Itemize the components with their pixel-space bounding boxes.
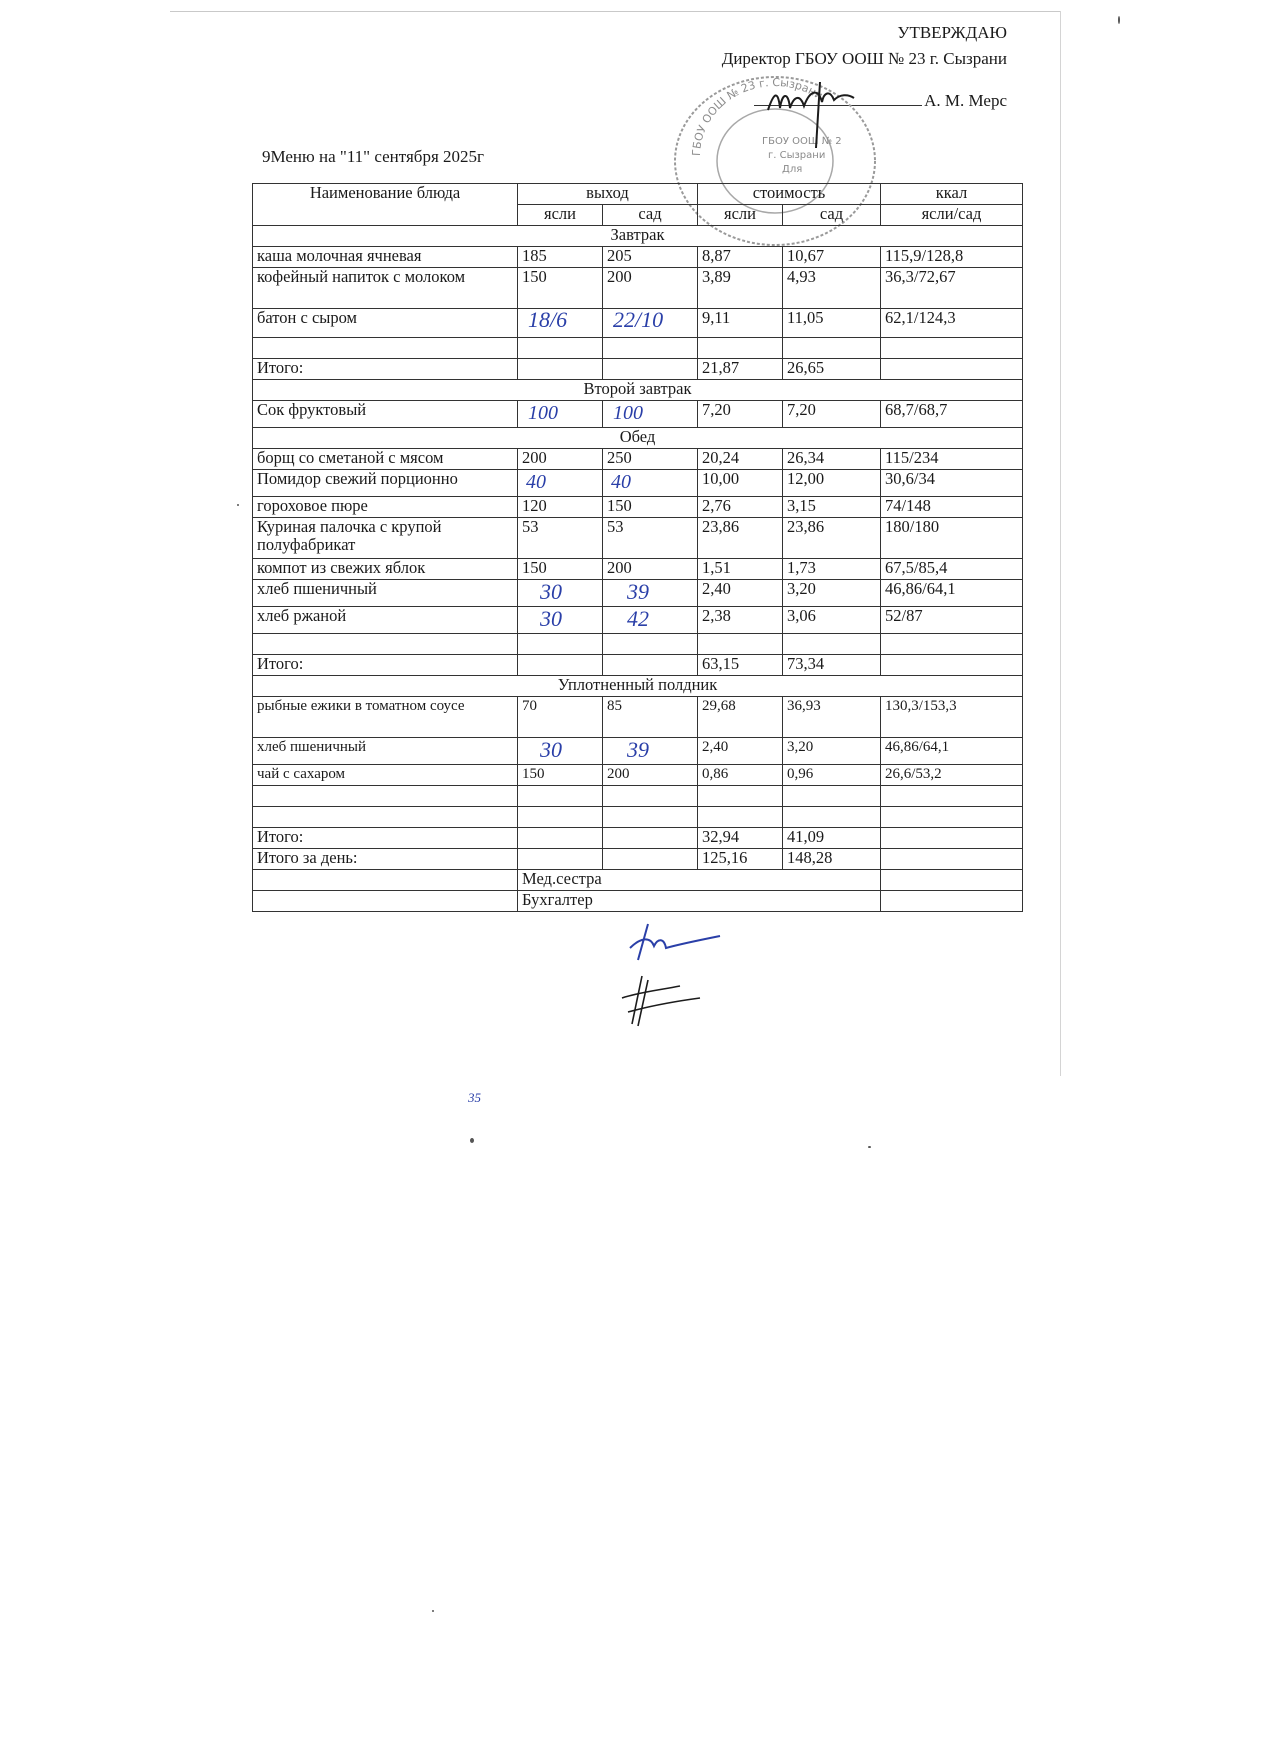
kcal: 62,1/124,3	[881, 309, 1023, 338]
kcal: 30,6/34	[881, 470, 1023, 497]
dish-name: хлеб ржаной	[253, 607, 518, 634]
output-nursery: 150	[518, 268, 603, 309]
handwritten-amount	[607, 607, 687, 629]
total-label: Итого:	[253, 828, 518, 849]
cost-kindergarten: 7,20	[783, 401, 881, 428]
output-kindergarten-handwritten	[603, 401, 698, 428]
day-total-cost-nursery: 125,16	[698, 849, 783, 870]
kcal: 46,86/64,1	[881, 580, 1023, 607]
output-kindergarten: 85	[603, 697, 698, 738]
table-row	[253, 309, 1023, 338]
output-kindergarten: 200	[603, 268, 698, 309]
dish-name: борщ со сметаной с мясом	[253, 449, 518, 470]
table-row	[253, 738, 1023, 765]
cost-nursery: 2,76	[698, 497, 783, 518]
header-output: выход	[518, 184, 698, 205]
cost-kindergarten: 3,20	[783, 738, 881, 765]
output-nursery: 53	[518, 518, 603, 559]
header-output-nursery: ясли	[518, 205, 603, 226]
output-kindergarten: 200	[603, 559, 698, 580]
table-row	[253, 401, 1023, 428]
empty-row	[253, 786, 1023, 807]
nurse-label: Мед.сестра	[518, 870, 881, 891]
empty-row	[253, 807, 1023, 828]
total-label: Итого:	[253, 655, 518, 676]
total-row	[253, 828, 1023, 849]
kcal: 67,5/85,4	[881, 559, 1023, 580]
section-breakfast: Завтрак	[253, 226, 1023, 247]
menu-title: 9Меню на "11" сентября 2025г	[262, 147, 484, 166]
scan-speck	[432, 1610, 434, 1612]
kcal: 115/234	[881, 449, 1023, 470]
output-nursery-handwritten	[518, 607, 603, 634]
kcal: 46,86/64,1	[881, 738, 1023, 765]
table-row	[253, 497, 1023, 518]
cost-nursery: 9,11	[698, 309, 783, 338]
handwritten-amount	[607, 580, 687, 602]
table-row	[253, 518, 1023, 559]
cost-kindergarten: 3,15	[783, 497, 881, 518]
cost-kindergarten: 4,93	[783, 268, 881, 309]
total-row	[253, 655, 1023, 676]
cost-nursery: 20,24	[698, 449, 783, 470]
scan-speck	[237, 504, 239, 506]
cost-kindergarten: 23,86	[783, 518, 881, 559]
page-right-edge	[1060, 11, 1061, 1076]
scan-speck	[470, 1138, 474, 1143]
day-total-label: Итого за день:	[253, 849, 518, 870]
output-nursery: 185	[518, 247, 603, 268]
cost-nursery: 8,87	[698, 247, 783, 268]
output-kindergarten-handwritten	[603, 580, 698, 607]
margin-note	[466, 1086, 490, 1108]
section-second-breakfast: Второй завтрак	[253, 380, 1023, 401]
approval-name: А. М. Мерс	[924, 91, 1007, 110]
handwritten-amount	[522, 309, 592, 333]
svg-text:22/10: 22/10	[613, 309, 664, 332]
svg-text:42: 42	[627, 607, 649, 629]
svg-text:18/6: 18/6	[528, 309, 568, 332]
table-row	[253, 697, 1023, 738]
handwritten-amount	[607, 470, 687, 492]
table-row	[253, 247, 1023, 268]
table-row	[253, 580, 1023, 607]
output-nursery: 120	[518, 497, 603, 518]
cost-kindergarten: 1,73	[783, 559, 881, 580]
output-nursery: 150	[518, 765, 603, 786]
handwritten-amount	[522, 470, 592, 492]
svg-text:Для: Для	[782, 164, 803, 175]
kcal: 52/87	[881, 607, 1023, 634]
cost-kindergarten: 0,96	[783, 765, 881, 786]
total-row	[253, 359, 1023, 380]
header-name: Наименование блюда	[253, 184, 518, 226]
cost-nursery: 2,40	[698, 738, 783, 765]
cost-kindergarten: 10,67	[783, 247, 881, 268]
kcal: 36,3/72,67	[881, 268, 1023, 309]
cost-kindergarten: 11,05	[783, 309, 881, 338]
header-cost-nursery: ясли	[698, 205, 783, 226]
section-snack: Уплотненный полдник	[253, 676, 1023, 697]
dish-name: рыбные ежики в томатном соусе	[253, 697, 518, 738]
seal-text: ГБОУ ООШ № 23 г. Сызрани	[689, 75, 826, 157]
svg-text:100: 100	[613, 402, 643, 423]
approval-title: УТВЕРЖДАЮ	[897, 23, 1007, 42]
cost-nursery: 7,20	[698, 401, 783, 428]
dish-name: Сок фруктовый	[253, 401, 518, 428]
cost-nursery: 1,51	[698, 559, 783, 580]
table-row	[253, 607, 1023, 634]
svg-text:39: 39	[627, 738, 649, 760]
output-nursery-handwritten	[518, 401, 603, 428]
scan-speck	[868, 1146, 871, 1148]
dish-name: хлеб пшеничный	[253, 580, 518, 607]
table-row	[253, 559, 1023, 580]
table-row	[253, 449, 1023, 470]
output-kindergarten: 250	[603, 449, 698, 470]
dish-name: компот из свежих яблок	[253, 559, 518, 580]
kcal: 68,7/68,7	[881, 401, 1023, 428]
total-cost-nursery: 32,94	[698, 828, 783, 849]
table-row	[253, 268, 1023, 309]
cost-nursery: 2,38	[698, 607, 783, 634]
output-nursery-handwritten	[518, 309, 603, 338]
accountant-signature	[620, 972, 720, 1032]
handwritten-amount	[522, 580, 592, 602]
nurse-row	[253, 870, 1023, 891]
menu-table	[252, 183, 1023, 912]
empty-row	[253, 634, 1023, 655]
day-total-cost-kindergarten: 148,28	[783, 849, 881, 870]
handwritten-amount	[522, 607, 592, 629]
cost-kindergarten: 3,06	[783, 607, 881, 634]
cost-nursery: 2,40	[698, 580, 783, 607]
output-kindergarten-handwritten	[603, 738, 698, 765]
handwritten-amount	[607, 309, 687, 333]
output-kindergarten: 205	[603, 247, 698, 268]
output-kindergarten: 150	[603, 497, 698, 518]
cost-nursery: 29,68	[698, 697, 783, 738]
dish-name: чай с сахаром	[253, 765, 518, 786]
dish-name: Куриная палочка с крупой полуфабрикат	[253, 518, 518, 559]
total-cost-nursery: 21,87	[698, 359, 783, 380]
svg-text:40: 40	[526, 471, 546, 492]
svg-text:100: 100	[528, 402, 558, 423]
cost-nursery: 3,89	[698, 268, 783, 309]
svg-text:35: 35	[468, 1090, 481, 1105]
svg-text:30: 30	[540, 580, 562, 602]
total-cost-nursery: 63,15	[698, 655, 783, 676]
kcal: 115,9/128,8	[881, 247, 1023, 268]
svg-text:30: 30	[540, 607, 562, 629]
output-kindergarten: 200	[603, 765, 698, 786]
kcal: 180/180	[881, 518, 1023, 559]
output-nursery-handwritten	[518, 738, 603, 765]
svg-text:ГБОУ ООШ № 2: ГБОУ ООШ № 2	[762, 136, 842, 147]
output-nursery-handwritten	[518, 470, 603, 497]
day-total-row	[253, 849, 1023, 870]
svg-text:30: 30	[540, 738, 562, 760]
accountant-row	[253, 891, 1023, 912]
empty-row	[253, 338, 1023, 359]
header-cost-kindergarten: сад	[783, 205, 881, 226]
header-kcal-sub: ясли/сад	[881, 205, 1023, 226]
svg-text:39: 39	[627, 580, 649, 602]
table-row	[253, 765, 1023, 786]
output-nursery-handwritten	[518, 580, 603, 607]
output-kindergarten-handwritten	[603, 607, 698, 634]
dish-name: батон с сыром	[253, 309, 518, 338]
approval-position: Директор ГБОУ ООШ № 23 г. Сызрани	[721, 49, 1007, 68]
output-nursery: 70	[518, 697, 603, 738]
section-lunch: Обед	[253, 428, 1023, 449]
page-top-edge	[170, 11, 1060, 12]
handwritten-amount	[607, 738, 687, 760]
output-nursery: 150	[518, 559, 603, 580]
cost-nursery: 0,86	[698, 765, 783, 786]
header-cost: стоимость	[698, 184, 881, 205]
output-kindergarten: 53	[603, 518, 698, 559]
svg-text:40: 40	[611, 471, 631, 492]
nurse-signature	[620, 918, 730, 978]
kcal: 26,6/53,2	[881, 765, 1023, 786]
kcal: 130,3/153,3	[881, 697, 1023, 738]
dish-name: Помидор свежий порционно	[253, 470, 518, 497]
scan-speck	[1118, 16, 1120, 24]
total-cost-kindergarten: 26,65	[783, 359, 881, 380]
output-nursery: 200	[518, 449, 603, 470]
dish-name: хлеб пшеничный	[253, 738, 518, 765]
header-output-kindergarten: сад	[603, 205, 698, 226]
output-kindergarten-handwritten	[603, 470, 698, 497]
dish-name: кофейный напиток с молоком	[253, 268, 518, 309]
cost-kindergarten: 3,20	[783, 580, 881, 607]
kcal: 74/148	[881, 497, 1023, 518]
header-kcal: ккал	[881, 184, 1023, 205]
total-cost-kindergarten: 41,09	[783, 828, 881, 849]
table-row	[253, 470, 1023, 497]
total-label: Итого:	[253, 359, 518, 380]
cost-kindergarten: 36,93	[783, 697, 881, 738]
handwritten-amount	[522, 738, 592, 760]
cost-nursery: 23,86	[698, 518, 783, 559]
cost-kindergarten: 12,00	[783, 470, 881, 497]
cost-kindergarten: 26,34	[783, 449, 881, 470]
handwritten-amount	[607, 401, 687, 423]
svg-text:г. Сызрани: г. Сызрани	[768, 150, 826, 161]
dish-name: каша молочная ячневая	[253, 247, 518, 268]
total-cost-kindergarten: 73,34	[783, 655, 881, 676]
dish-name: гороховое пюре	[253, 497, 518, 518]
output-kindergarten-handwritten	[603, 309, 698, 338]
accountant-label: Бухгалтер	[518, 891, 881, 912]
handwritten-amount	[522, 401, 592, 423]
cost-nursery: 10,00	[698, 470, 783, 497]
